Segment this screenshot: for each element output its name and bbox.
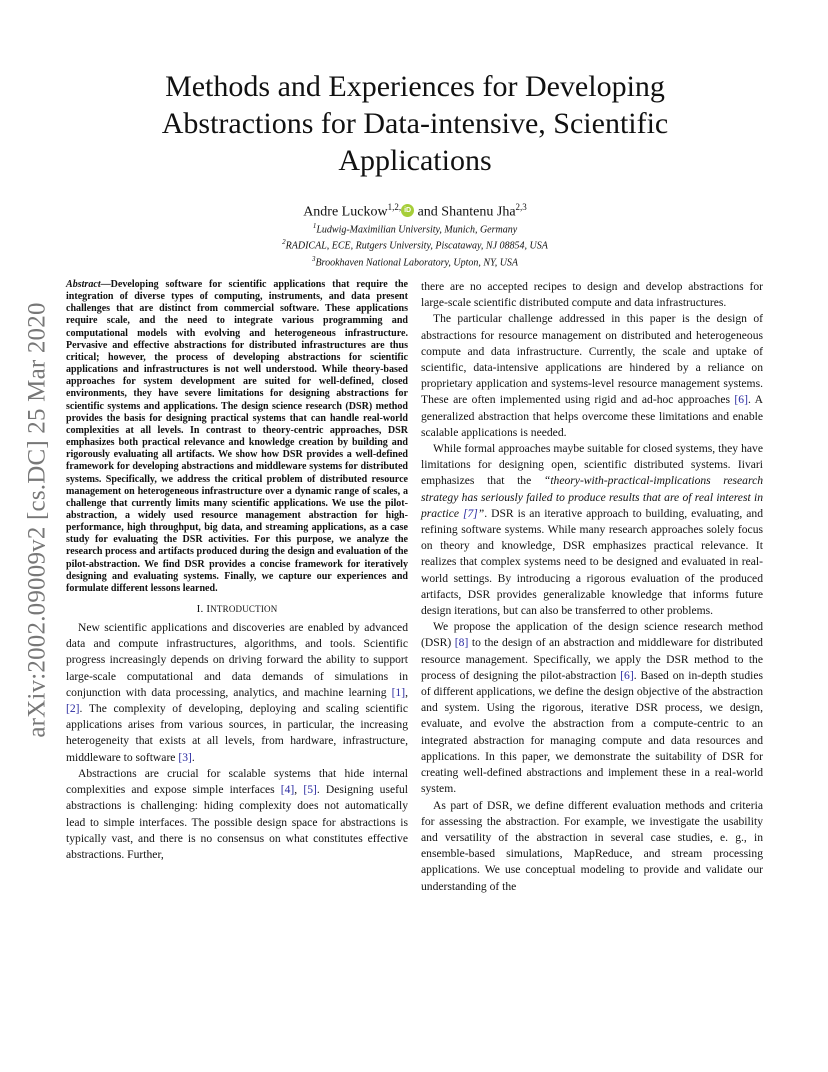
author-affiliation-marks: 1,2,: [387, 202, 402, 212]
paper-title: Methods and Experiences for Developing Abstractions for Data-intensive, Scientific Applications: [161, 70, 669, 177]
citation-link[interactable]: [2]: [66, 702, 80, 716]
text-run: ,: [405, 685, 408, 699]
section-title-initial: I: [206, 603, 211, 616]
section-heading-introduction: [66, 603, 408, 615]
affiliation-line: [110, 236, 720, 252]
text-run: ,: [294, 783, 304, 797]
text-run: . DSR is an iterative approach to building, evaluating, and refining software systems. While many research approaches solely focus on theory and knowledge, DSR emphasizes practical relevance. It realizes that complex systems need to be designed and evaluated in real-world settings. By introducing a rigorous evaluation of the produced artifacts, DSR provides generalizable knowledge that informs future design iterations, but can also be transferred to other problems.: [421, 506, 763, 618]
text-run: .: [191, 750, 195, 764]
affiliation-text: Brookhaven National Laboratory, Upton, NY, USA: [315, 256, 519, 268]
text-run: New scientific applications and discoveries are enabled by advanced data and compute infrastructures, algorithms, and tools. Scientific progress increasingly depends on driving forward the ability to support large-scale computational and data demands of simulations in conjunction with data processing, analytics, and machine learning: [66, 621, 408, 699]
body-paragraph: [66, 620, 408, 766]
section-title-rest: NTRODUCTION: [210, 604, 278, 615]
text-run: Abstractions are crucial for scalable systems that hide internal complexities and expose simple interfaces: [66, 766, 408, 797]
text-run: . Designing useful abstractions is challenging: hiding complexity does not automatically lead to simple interfaces. The possible design space for abstractions is typically vast, and there is no consensus on what constitutes effective abstractions. Further,: [66, 783, 408, 861]
arxiv-id-text: arXiv:2002.09009v2 [cs.DC] 25 Mar 2020: [24, 302, 52, 738]
body-paragraph: [421, 441, 763, 619]
citation-link[interactable]: [7]: [462, 506, 478, 520]
author-connector: and: [414, 204, 442, 220]
affiliation-text: RADICAL, ECE, Rutgers University, Piscataway, NJ 08854, USA: [285, 240, 548, 252]
text-run: As part of DSR, we define different evaluation methods and criteria for assessing the abstraction. For example, we investigate the usability and versatility of the abstraction in several case studies, e. g., in ensemble-based simulations, MapReduce, and stream processing applications. We use conceptual modeling to provide and validate our understanding of the: [421, 798, 763, 893]
author-name: Andre Luckow: [303, 204, 388, 220]
citation-link[interactable]: [6]: [734, 393, 748, 407]
abstract: [66, 279, 408, 595]
affiliation-text: Ludwig-Maximilian University, Munich, Germany: [316, 224, 518, 236]
citation-link[interactable]: [4]: [280, 783, 295, 797]
quote-mark: ”: [477, 506, 485, 520]
text-run: . Based on in-depth studies of different applications, we define the design objective of the abstraction and system. Using the rigorous, iterative DSR process, we design, evaluate, and evolve the abstraction from a compute-centric to an integrated abstraction for managing compute and data resources and applications. In this paper, we demonstrate the suitability of DSR for creating well-defined abstractions and implement these in a real-world system.: [421, 668, 764, 796]
text-run: While formal approaches maybe suitable for closed systems, they have limitations for designing open, scientific distributed systems. Iivari emphasizes that the: [421, 442, 763, 488]
text-run: there are no accepted recipes to design and develop abstractions for large-scale scientific distributed compute and data infrastructures.: [421, 280, 763, 310]
affiliations: [110, 220, 720, 269]
section-number: I.: [196, 603, 207, 616]
abstract-text: —Developing software for scientific applications that require the integration of diverse types of computing, instruments, and data present challenges that are distinct from commercial software. These applications require scale, and the need to integrate various programming and computational models with evolving and heterogeneous infrastructure. Pervasive and effective abstractions for distributed infrastructures are thus critical; however, the process of developing abstractions for scientific applications and infrastructures is not well understood. While theory-based approaches for system development are suited for well-defined, closed environments, they have severe limitations for designing abstractions for scientific systems and applications. The design science research (DSR) method provides the basis for designing practical systems that can handle real-world complexities at all levels. In contrast to theory-centric approaches, DSR emphasizes both practical relevance and knowledge creation by building and rigorously evaluating all artifacts. We show how DSR provides a well-defined framework for developing abstractions and middleware systems for distributed systems. Specifically, we address the critical problem of distributed resource management on heterogeneous infrastructure over a dynamic range of scales, a challenge that currently limits many scientific applications. We use the pilot-abstraction, a widely used resource management abstraction for high-performance, high throughput, big data, and streaming applications, as a case study for evaluating the DSR activities. For this purpose, we analyze the research process and artifacts produced during the design and evaluation of the pilot-abstraction. We find DSR provides a concise framework for iteratively designing and evaluating systems. Finally, we capture our experiences and formulate different lessons learned.: [66, 279, 408, 594]
author-name: Shantenu Jha: [441, 204, 516, 220]
text-run: We propose the application of the design science research method (DSR): [421, 620, 763, 650]
text-run: . The complexity of developing, deploying and scaling scientific applications arises from various sources, in particular, the increasing heterogeneity that exists at all levels, from hardware, infrastructure, middleware to software: [66, 702, 408, 764]
affiliation-line: [110, 253, 720, 269]
affiliation-mark: 3: [311, 254, 316, 263]
body-paragraph: [66, 766, 408, 863]
affiliation-mark: 1: [312, 222, 317, 230]
citation-link[interactable]: [6]: [620, 668, 634, 682]
citation-link[interactable]: [1]: [391, 685, 406, 699]
text-run: to the design of an abstraction and middleware for distributed resource management. Specifically, we apply the DSR method to the process of designing the pilot-abstraction: [421, 636, 763, 682]
arxiv-identifier-stamp: [20, 280, 56, 760]
right-column: [421, 279, 763, 895]
orcid-icon[interactable]: iD: [401, 204, 414, 217]
author-line: [110, 198, 720, 222]
quoted-text: “theory-with-practical-implications research strategy has seriously failed to produce results that are of real interest in practice: [421, 474, 764, 520]
author-affiliation-marks: 2,3: [515, 202, 527, 212]
affiliation-mark: 2: [282, 238, 286, 247]
text-run: The particular challenge addressed in this paper is the design of abstractions for resource management on distributed and heterogeneous compute and data infrastructure. Currently, the scale and uptake of scientific, data-intensive applications are hindered by a reliance on proprietary application and systems-level resource management systems. These are often implemented using rigid and ad-hoc approaches: [421, 312, 763, 407]
left-column: [66, 279, 408, 863]
abstract-label: Abstract: [66, 279, 101, 290]
body-paragraph: [421, 311, 763, 441]
body-paragraph: [421, 619, 763, 797]
affiliation-line: [110, 220, 720, 236]
body-paragraph: [421, 279, 763, 311]
citation-link[interactable]: [3]: [178, 750, 192, 764]
body-paragraph: [421, 798, 763, 895]
text-run: . A generalized abstraction that helps overcome these limitations and enable scalable applications is needed.: [421, 393, 764, 439]
citation-link[interactable]: [8]: [454, 636, 469, 650]
citation-link[interactable]: [5]: [303, 783, 317, 797]
